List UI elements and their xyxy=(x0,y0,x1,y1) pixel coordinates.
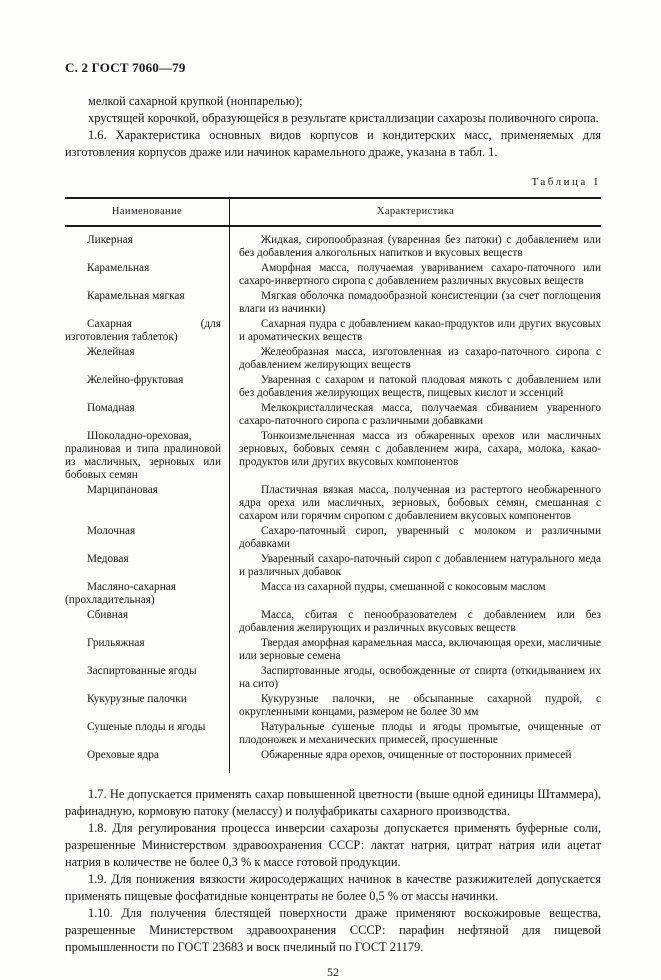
paragraph-1-8: 1.8. Для регулирования процесса инверсии сахарозы допускается применять буферные соли, разрешенные Министерством здравоохранения СССР: лактат натрия, цитрат натрия или ацетат натрия в количестве не более 0,3 % к массе готовой продукции. xyxy=(65,821,601,869)
row-name-cell xyxy=(65,290,230,316)
table-row xyxy=(65,318,601,344)
intro-section xyxy=(65,93,601,161)
table-row xyxy=(65,665,601,691)
row-characteristic-cell xyxy=(230,318,601,344)
row-name: Кукурузные палочки xyxy=(87,693,187,705)
table-row xyxy=(65,525,601,551)
table-header-row xyxy=(65,199,601,227)
intro-line-1: мелкой сахарной крупкой (нонпарелью); xyxy=(88,94,303,108)
row-name: Желейная xyxy=(87,346,135,358)
row-name-cell xyxy=(65,318,230,344)
row-characteristic: Пластичная вязкая масса, полученная из растертого необжаренного ядра ореха или масличных, зерновых, бобовых семян, смешанная с сахаром или горячим сиропом с добавлением вкусовых компонентов xyxy=(239,484,601,522)
row-name-cell xyxy=(65,346,230,372)
table-row xyxy=(65,553,601,579)
row-characteristic: Мягкая оболочка помадообразной консистенции (за счет поглощения влаги из начинки) xyxy=(239,290,601,315)
paragraph-1-9: 1.9. Для понижения вязкости жиросодержащих начинок в качестве разжижителей допускается применять пищевые фосфатидные концентраты не более 0,5 % от массы начинки. xyxy=(65,872,601,903)
row-name: Заспиртованные ягоды xyxy=(87,665,197,677)
row-name-cell xyxy=(65,609,230,635)
table-body xyxy=(65,227,601,773)
table-row xyxy=(65,484,601,523)
row-characteristic: Кукурузные палочки, не обсыпанные сахарной пудрой, с округленными концами, размером не более 30 мм xyxy=(239,693,601,718)
row-name-cell xyxy=(65,484,230,523)
row-characteristic: Натуральные сушеные плоды и ягоды промытые, очищенные от плодоножек и механических примесей, просушенные xyxy=(239,721,601,746)
table-row xyxy=(65,581,601,607)
row-characteristic-cell xyxy=(230,637,601,663)
row-characteristic-cell xyxy=(230,609,601,635)
row-name-cell xyxy=(65,553,230,579)
row-name-cell xyxy=(65,262,230,288)
paragraph-1-10: 1.10. Для получения блестящей поверхности драже применяют воскожировые вещества, разрешенные Министерством здравоохранения СССР: парафин нефтяной для пищевой промышленности по ГОСТ 23683 и воск пчелиный по ГОСТ 21179. xyxy=(65,906,601,954)
row-name: Масляно-сахарная (прохладительная) xyxy=(65,581,176,606)
characteristics-table xyxy=(65,197,601,773)
row-name-cell xyxy=(65,430,230,482)
table-row xyxy=(65,693,601,719)
row-name-cell xyxy=(65,525,230,551)
table-row xyxy=(65,262,601,288)
row-name: Марципановая xyxy=(87,484,158,496)
row-characteristic: Мелкокристаллическая масса, получаемая сбиванием уваренного сахаро-паточного сиропа с различными добавками xyxy=(239,402,601,427)
page-number: 52 xyxy=(327,965,339,979)
row-characteristic: Твердая аморфная карамельная масса, включающая орехи, масличные или зерновые семена xyxy=(239,637,601,662)
row-name: Ореховые ядра xyxy=(87,749,159,761)
row-characteristic-cell xyxy=(230,234,601,260)
paragraph-1-6: 1.6. Характеристика основных видов корпусов и кондитерских масс, применяемых для изготовления корпусов драже или начинок карамельного драже, указана в табл. 1. xyxy=(65,128,601,159)
table-row xyxy=(65,346,601,372)
row-name-cell xyxy=(65,665,230,691)
row-name: Сбивная xyxy=(87,609,129,621)
row-name-cell xyxy=(65,234,230,260)
row-characteristic: Жидкая, сиропообразная (уваренная без патоки) с добавлением или без добавления алкогольных напитков и вкусовых веществ xyxy=(239,234,601,259)
row-characteristic-cell xyxy=(230,430,601,482)
row-name-cell xyxy=(65,402,230,428)
doc-header: С. 2 ГОСТ 7060—79 xyxy=(65,60,186,75)
table-row xyxy=(65,374,601,400)
table-row xyxy=(65,234,601,260)
row-characteristic-cell xyxy=(230,374,601,400)
row-characteristic-cell xyxy=(230,749,601,762)
row-characteristic-cell xyxy=(230,402,601,428)
table-row xyxy=(65,637,601,663)
row-characteristic: Масса из сахарной пудры, смешанной с кокосовым маслом xyxy=(261,581,546,593)
row-name-cell xyxy=(65,749,230,762)
row-characteristic-cell xyxy=(230,693,601,719)
table-row xyxy=(65,749,601,762)
row-characteristic: Аморфная масса, получаемая увариванием сахаро-паточного или сахаро-инвертного сиропа с добавлением различных вкусовых веществ xyxy=(239,262,601,287)
row-name-cell xyxy=(65,637,230,663)
row-name: Медовая xyxy=(87,553,129,565)
row-characteristic-cell xyxy=(230,290,601,316)
row-characteristic-cell xyxy=(230,665,601,691)
row-name-cell xyxy=(65,693,230,719)
row-name: Сахарная (для изготовления таблеток) xyxy=(65,318,221,343)
table-caption: Таблица 1 xyxy=(531,176,601,188)
row-name: Карамельная xyxy=(87,262,150,274)
row-name: Карамельная мягкая xyxy=(87,290,185,302)
paragraph-1-7: 1.7. Не допускается применять сахар повышенной цветности (выше одной единицы Штаммера), рафинадную, кормовую патоку (мелассу) и полуфабрикаты сахарного производства. xyxy=(65,787,601,818)
row-characteristic: Желеобразная масса, изготовленная из сахаро-паточного сиропа с добавлением желирующих веществ xyxy=(239,346,601,371)
row-name: Грильяжная xyxy=(87,637,145,649)
row-name: Ликерная xyxy=(87,234,133,246)
row-name: Помадная xyxy=(87,402,135,414)
row-name: Сушеные плоды и ягоды xyxy=(87,721,206,733)
row-characteristic: Масса, сбитая с пенообразователем с добавлением или без добавления желирующих и различных вкусовых веществ xyxy=(239,609,601,634)
paragraphs-section xyxy=(65,786,601,956)
row-name-cell xyxy=(65,721,230,747)
table-row xyxy=(65,721,601,747)
row-characteristic-cell xyxy=(230,525,601,551)
row-characteristic-cell xyxy=(230,346,601,372)
row-characteristic-cell xyxy=(230,581,601,607)
row-name: Желейно-фруктовая xyxy=(87,374,184,386)
row-characteristic-cell xyxy=(230,553,601,579)
column-header-characteristic: Характеристика xyxy=(376,206,455,217)
table-row xyxy=(65,430,601,482)
row-name: Молочная xyxy=(87,525,136,537)
row-characteristic: Заспиртованные ягоды, освобожденные от спирта (откидыванием их на сито) xyxy=(239,665,601,690)
row-characteristic-cell xyxy=(230,484,601,523)
row-characteristic-cell xyxy=(230,721,601,747)
row-name-cell xyxy=(65,374,230,400)
intro-line-2: хрустящей корочкой, образующейся в результате кристаллизации сахарозы поливочного сиропа. xyxy=(88,111,599,125)
table-row xyxy=(65,402,601,428)
row-characteristic: Тонкоизмельченная масса из обжаренных орехов или масличных зерновых, бобовых семян с добавлением жира, сахара, молока, какао-продуктов или других вкусовых компонентов xyxy=(239,430,601,468)
row-characteristic: Уваренный сахаро-паточный сироп с добавлением натурального меда и различных добавок xyxy=(239,553,601,578)
table-row xyxy=(65,609,601,635)
row-characteristic: Сахаро-паточный сироп, уваренный с молоком и различными добавками xyxy=(239,525,601,550)
column-header-name: Наименование xyxy=(65,199,230,225)
row-characteristic: Сахарная пудра с добавлением какао-продуктов или других вкусовых и ароматических веществ xyxy=(239,318,601,343)
table-row xyxy=(65,290,601,316)
row-characteristic-cell xyxy=(230,262,601,288)
row-characteristic: Уваренная с сахаром и патокой плодовая мякоть с добавлением или без добавления желирующих веществ, пищевых кислот и эссенций xyxy=(239,374,601,399)
row-name: Шоколадно-ореховая, пралиновая и типа пралиновой из масличных, зерновых или бобовых семян xyxy=(65,430,221,481)
row-name-cell xyxy=(65,581,230,607)
row-characteristic: Обжаренные ядра орехов, очищенные от посторонних примесей xyxy=(261,749,572,761)
